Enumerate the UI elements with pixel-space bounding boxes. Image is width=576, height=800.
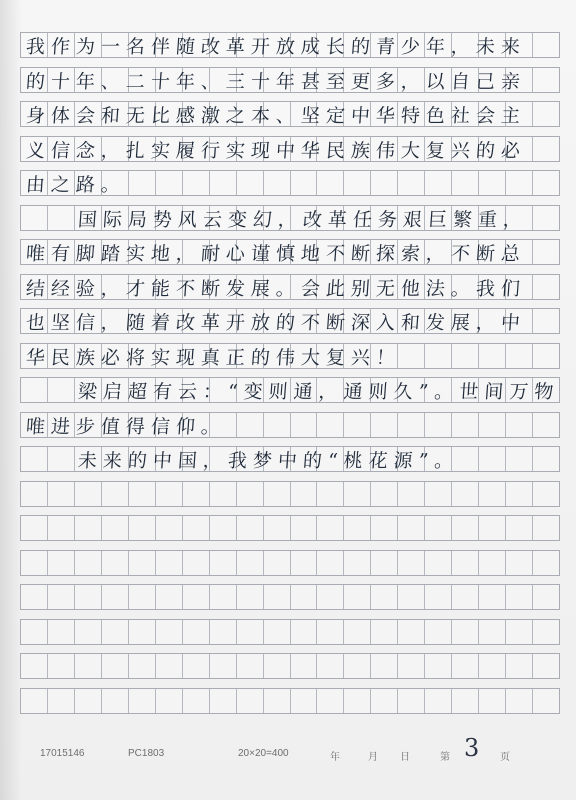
grid-cell: [344, 551, 371, 575]
grid-cell: [102, 654, 129, 678]
grid-cell: [371, 654, 398, 678]
grid-cell: [371, 585, 398, 609]
grid-cell: [479, 654, 506, 678]
grid-cell: [479, 620, 506, 644]
grid-cell: [291, 654, 318, 678]
handwritten-line: 梁启超有云：“变则通，通则久”。世间万物: [77, 380, 561, 403]
grid-cell: [506, 654, 533, 678]
grid-cell: [506, 551, 533, 575]
grid-cell: [129, 585, 156, 609]
grid-cell: [452, 654, 479, 678]
grid-cell: [21, 551, 48, 575]
grid-cell: [479, 516, 506, 540]
grid-cell: [317, 585, 344, 609]
grid-cell: [237, 516, 264, 540]
grid-cell: [21, 620, 48, 644]
grid-cell: [210, 654, 237, 678]
grid-cell: [75, 516, 102, 540]
grid-cell: [452, 482, 479, 506]
grid-cell: [317, 482, 344, 506]
grid-cell: [48, 689, 75, 713]
handwritten-line: 的十年、二十年、三十年甚至更多，以自己亲: [25, 70, 527, 92]
page-prefix: 第: [440, 752, 450, 763]
handwritten-line: 我作为一名伴随改革开放成长的青少年，未来: [25, 35, 527, 58]
grid-cell: [533, 654, 559, 678]
handwritten-line: 华民族必将实现真正的伟大复兴！: [25, 346, 402, 368]
grid-cell: [533, 585, 559, 609]
grid-cell: [398, 585, 425, 609]
grid-cell: [21, 654, 48, 678]
grid-cell: [48, 585, 75, 609]
handwritten-line: 唯有脚踏实地，耐心谨慎地不断探索，不断总: [25, 242, 527, 265]
grid-cell: [533, 516, 559, 540]
grid-cell: [398, 551, 425, 575]
grid-cell: [210, 482, 237, 506]
grid-cell: [371, 551, 398, 575]
grid-cell: [156, 516, 183, 540]
handwritten-line: 唯进步值得信仰。: [25, 415, 227, 437]
handwritten-line: 义信念，扎实履行实现中华民族伟大复兴的必: [25, 139, 527, 161]
manuscript-grid: [20, 32, 560, 722]
grid-cell: [102, 585, 129, 609]
grid-cell: [452, 620, 479, 644]
grid-cell: [102, 689, 129, 713]
grid-cell: [425, 654, 452, 678]
grid-cell: [506, 585, 533, 609]
grid-cell: [344, 585, 371, 609]
grid-cell: [533, 689, 559, 713]
grid-cell: [452, 585, 479, 609]
grid-row: [20, 550, 560, 576]
grid-cell: [129, 482, 156, 506]
grid-cell: [425, 689, 452, 713]
handwritten-line: 由之路。: [25, 173, 127, 196]
grid-cell: [533, 620, 559, 644]
grid-cell: [479, 482, 506, 506]
handwritten-line: 身体会和无比感激之本、坚定中华特色社会主: [25, 104, 527, 127]
grid-cell: [291, 482, 318, 506]
handwritten-line: 也坚信，随着改革开放的不断深入和发展，中: [25, 311, 527, 334]
grid-cell: [156, 689, 183, 713]
day-label: 日: [400, 752, 410, 763]
grid-cell: [264, 620, 291, 644]
grid-cell: [210, 516, 237, 540]
grid-cell: [21, 585, 48, 609]
grid-cell: [371, 482, 398, 506]
grid-cell: [102, 620, 129, 644]
grid-cell: [452, 551, 479, 575]
grid-cell: [102, 551, 129, 575]
grid-cell: [398, 620, 425, 644]
grid-cell: [317, 689, 344, 713]
grid-cell: [506, 689, 533, 713]
grid-cell: [75, 689, 102, 713]
grid-row: [20, 584, 560, 610]
grid-cell: [344, 620, 371, 644]
grid-cell: [75, 585, 102, 609]
grid-cell: [237, 654, 264, 678]
grid-cell: [452, 516, 479, 540]
year-label: 年: [330, 752, 340, 763]
grid-spec: 20×20=400: [238, 748, 289, 759]
grid-row: [20, 619, 560, 645]
grid-cell: [291, 585, 318, 609]
grid-cell: [425, 585, 452, 609]
grid-cell: [102, 516, 129, 540]
grid-cell: [210, 689, 237, 713]
grid-cell: [21, 482, 48, 506]
grid-cell: [317, 516, 344, 540]
handwritten-line: 未来的中国，我梦中的“桃花源”。: [77, 449, 461, 472]
grid-cell: [75, 551, 102, 575]
grid-cell: [533, 551, 559, 575]
grid-cell: [479, 551, 506, 575]
grid-row: [20, 688, 560, 714]
grid-cell: [425, 620, 452, 644]
grid-row: [20, 481, 560, 507]
grid-cell: [264, 585, 291, 609]
month-label: 月: [368, 752, 378, 763]
grid-cell: [344, 654, 371, 678]
grid-cell: [533, 482, 559, 506]
page-number: 3: [464, 734, 480, 762]
handwritten-line: 国际局势风云变幻，改革任务艰巨繁重，: [77, 208, 529, 230]
grid-cell: [48, 654, 75, 678]
grid-cell: [129, 620, 156, 644]
grid-cell: [183, 620, 210, 644]
grid-cell: [506, 620, 533, 644]
grid-cell: [425, 516, 452, 540]
grid-cell: [129, 689, 156, 713]
grid-cell: [21, 516, 48, 540]
grid-cell: [156, 551, 183, 575]
grid-row: [20, 515, 560, 541]
grid-cell: [75, 654, 102, 678]
grid-cell: [317, 654, 344, 678]
grid-cell: [344, 516, 371, 540]
grid-cell: [237, 620, 264, 644]
grid-cell: [291, 620, 318, 644]
grid-cell: [102, 482, 129, 506]
grid-cell: [183, 689, 210, 713]
grid-cell: [183, 551, 210, 575]
grid-cell: [237, 551, 264, 575]
grid-cell: [156, 482, 183, 506]
grid-cell: [425, 551, 452, 575]
grid-cell: [156, 620, 183, 644]
grid-cell: [371, 620, 398, 644]
grid-cell: [48, 516, 75, 540]
grid-row: [20, 653, 560, 679]
grid-cell: [317, 551, 344, 575]
page-footer: [0, 740, 576, 770]
grid-cell: [129, 654, 156, 678]
page-suffix: 页: [500, 752, 510, 763]
grid-cell: [398, 654, 425, 678]
grid-cell: [506, 516, 533, 540]
grid-cell: [210, 551, 237, 575]
grid-cell: [21, 689, 48, 713]
grid-cell: [210, 585, 237, 609]
grid-cell: [291, 551, 318, 575]
grid-cell: [371, 689, 398, 713]
grid-cell: [129, 551, 156, 575]
grid-cell: [237, 482, 264, 506]
grid-cell: [264, 551, 291, 575]
grid-cell: [344, 689, 371, 713]
grid-cell: [156, 585, 183, 609]
handwritten-line: 结经验，才能不断发展。会此别无他法。我们: [25, 277, 527, 299]
grid-cell: [75, 482, 102, 506]
grid-cell: [479, 585, 506, 609]
grid-cell: [237, 689, 264, 713]
grid-cell: [48, 482, 75, 506]
grid-cell: [479, 689, 506, 713]
grid-cell: [344, 482, 371, 506]
grid-cell: [398, 482, 425, 506]
grid-cell: [210, 620, 237, 644]
grid-cell: [264, 482, 291, 506]
grid-cell: [398, 516, 425, 540]
paper-code: 17015146: [40, 748, 85, 759]
grid-cell: [48, 551, 75, 575]
grid-cell: [398, 689, 425, 713]
grid-cell: [183, 654, 210, 678]
grid-cell: [452, 689, 479, 713]
grid-cell: [506, 482, 533, 506]
grid-cell: [371, 516, 398, 540]
grid-cell: [317, 620, 344, 644]
grid-cell: [291, 689, 318, 713]
grid-cell: [48, 620, 75, 644]
grid-cell: [264, 689, 291, 713]
grid-cell: [183, 516, 210, 540]
grid-cell: [264, 654, 291, 678]
paper-product-code: PC1803: [128, 748, 165, 759]
grid-cell: [183, 585, 210, 609]
grid-cell: [183, 482, 210, 506]
grid-cell: [425, 482, 452, 506]
grid-cell: [264, 516, 291, 540]
grid-cell: [75, 620, 102, 644]
grid-cell: [156, 654, 183, 678]
grid-cell: [237, 585, 264, 609]
grid-cell: [291, 516, 318, 540]
grid-cell: [129, 516, 156, 540]
